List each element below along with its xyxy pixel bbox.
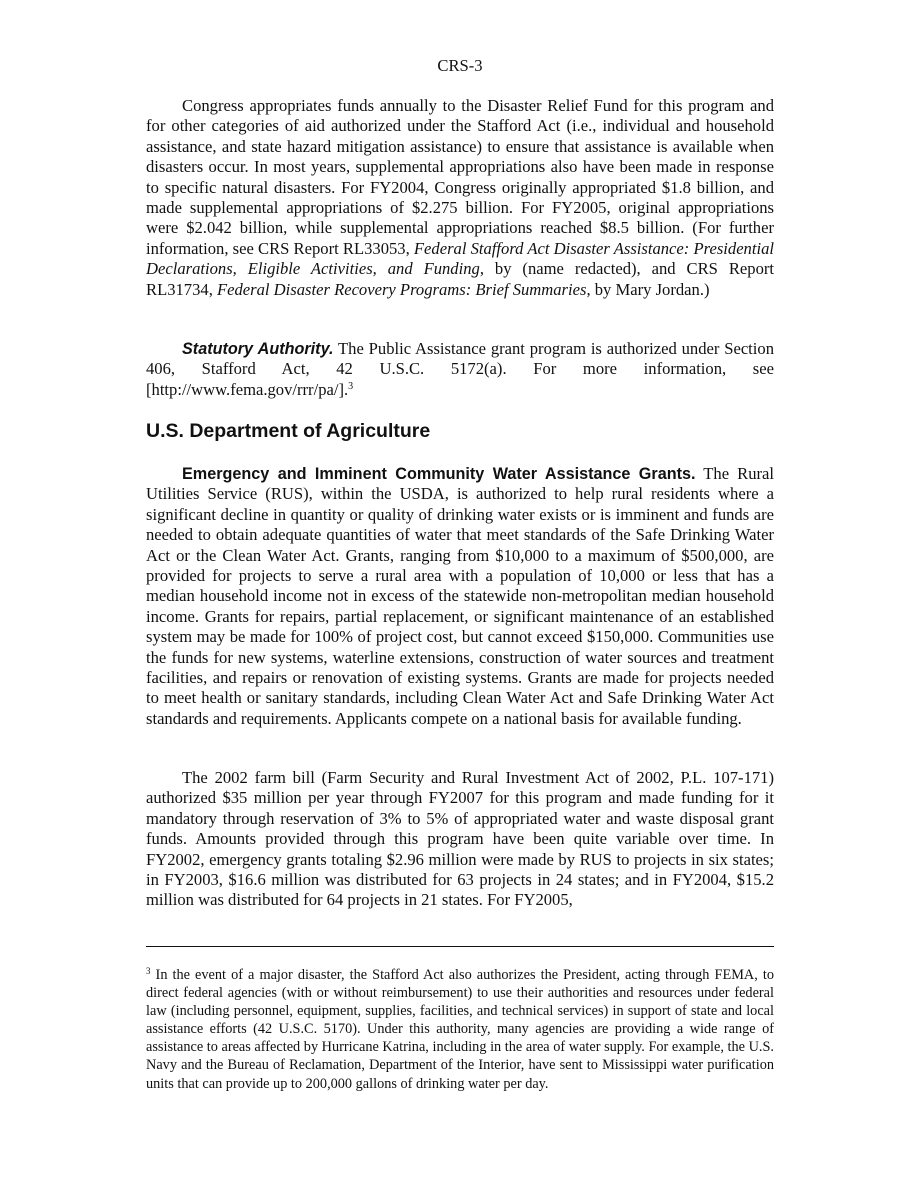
footnote <box>146 966 774 1093</box>
footnote-text: In the event of a major disaster, the Stafford Act also authorizes the President, acting through FEMA, to direct federal agencies (with or without reimbursement) to use their authorities and resources under federal law (including personnel, equipment, supplies, facilities, and technical services) in support of state and local assistance efforts (42 U.S.C. 5170). Under this authority, many agencies are providing a wide range of assistance to areas affected by Hurricane Katrina, including in the area of water supply. For example, the U.S. Navy and the Bureau of Reclamation, Department of the Interior, have sent to Mississippi water purification units that can provide up to 200,000 gallons of drinking water per day. <box>146 967 774 1092</box>
paragraph-water-grants <box>146 464 774 729</box>
footnote-number: 3 <box>146 966 151 976</box>
footnote-reference[interactable]: 3 <box>348 380 354 392</box>
paragraph-text: Congress appropriates funds annually to the Disaster Relief Fund for this program and for other categories of aid authorized under the Stafford Act (i.e., individual and household assistance, and state hazard mitigation assistance) to ensure that assistance is available when disasters occur. In most years, supplemental appropriations also have been made in response to specific natural disasters. For FY2004, Congress originally appropriated $1.8 billion, and made supplemental appropriations of $2.275 billion. For FY2005, original appropriations were $2.042 billion, while supplemental appropriations reached $8.5 billion. (For further information, see CRS Report RL33053, <box>146 96 774 258</box>
paragraph-text: , by Mary Jordan.) <box>586 279 710 299</box>
section-heading: U.S. Department of Agriculture <box>146 420 431 442</box>
footnote-divider <box>146 946 774 947</box>
report-title: Federal Stafford Act Disaster Assistance: Presidential Declarations, Eligible Activities, and Funding <box>146 238 774 279</box>
paragraph-statutory-authority <box>146 339 774 400</box>
paragraph-text: The Rural Utilities Service (RUS), within the USDA, is authorized to help rural residents where a significant decline in quantity or quality of drinking water exists or is imminent and funds are needed to obtain adequate quantities of water that meet standards of the Safe Drinking Water Act or the Clean Water Act. Grants, ranging from $10,000 to a maximum of $500,000, are provided for projects to serve a rural area with a population of 10,000 or less that has a median household income not in excess of the statewide non-metropolitan median household income. Grants for repairs, partial replacement, or significant maintenance of an established system may be made for 100% of project cost, but cannot exceed $150,000. Communities use the funds for new systems, waterline extensions, construction of water sources and treatment facilities, and repairs or renovation of existing systems. Grants are made for projects needed to meet health or sanitary standards, including Clean Water Act and Safe Drinking Water Act standards and requirements. Applicants compete on a national basis for available funding. <box>146 464 774 728</box>
runin-heading: Statutory Authority. <box>182 340 334 358</box>
paragraph-farm-bill: The 2002 farm bill (Farm Security and Rural Investment Act of 2002, P.L. 107-171) authorized $35 million per year through FY2007 for this program and made funding for it mandatory through reservation of 3% to 5% of appropriated water and waste disposal grant funds. Amounts provided through this program have been quite variable over time. In FY2002, emergency grants totaling $2.96 million were made by RUS to projects in six states; in FY2003, $16.6 million was distributed for 63 projects in 24 states; and in FY2004, $15.2 million was distributed for 64 projects in 21 states. For FY2005, <box>146 768 774 910</box>
runin-heading: Emergency and Imminent Community Water Assistance Grants. <box>182 465 696 483</box>
paragraph-text: The Public Assistance grant program is authorized under Section 406, Stafford Act, 42 U.S.C. 5172(a). For more information, see [http://www.fema.gov/rrr/pa/]. <box>146 339 774 399</box>
paragraph-text: , by (name redacted), and CRS Report RL31734, <box>146 259 774 299</box>
page-number: CRS-3 <box>437 56 483 75</box>
report-title: Federal Disaster Recovery Programs: Brief Summaries <box>217 279 587 299</box>
paragraph-appropriations <box>146 96 774 300</box>
